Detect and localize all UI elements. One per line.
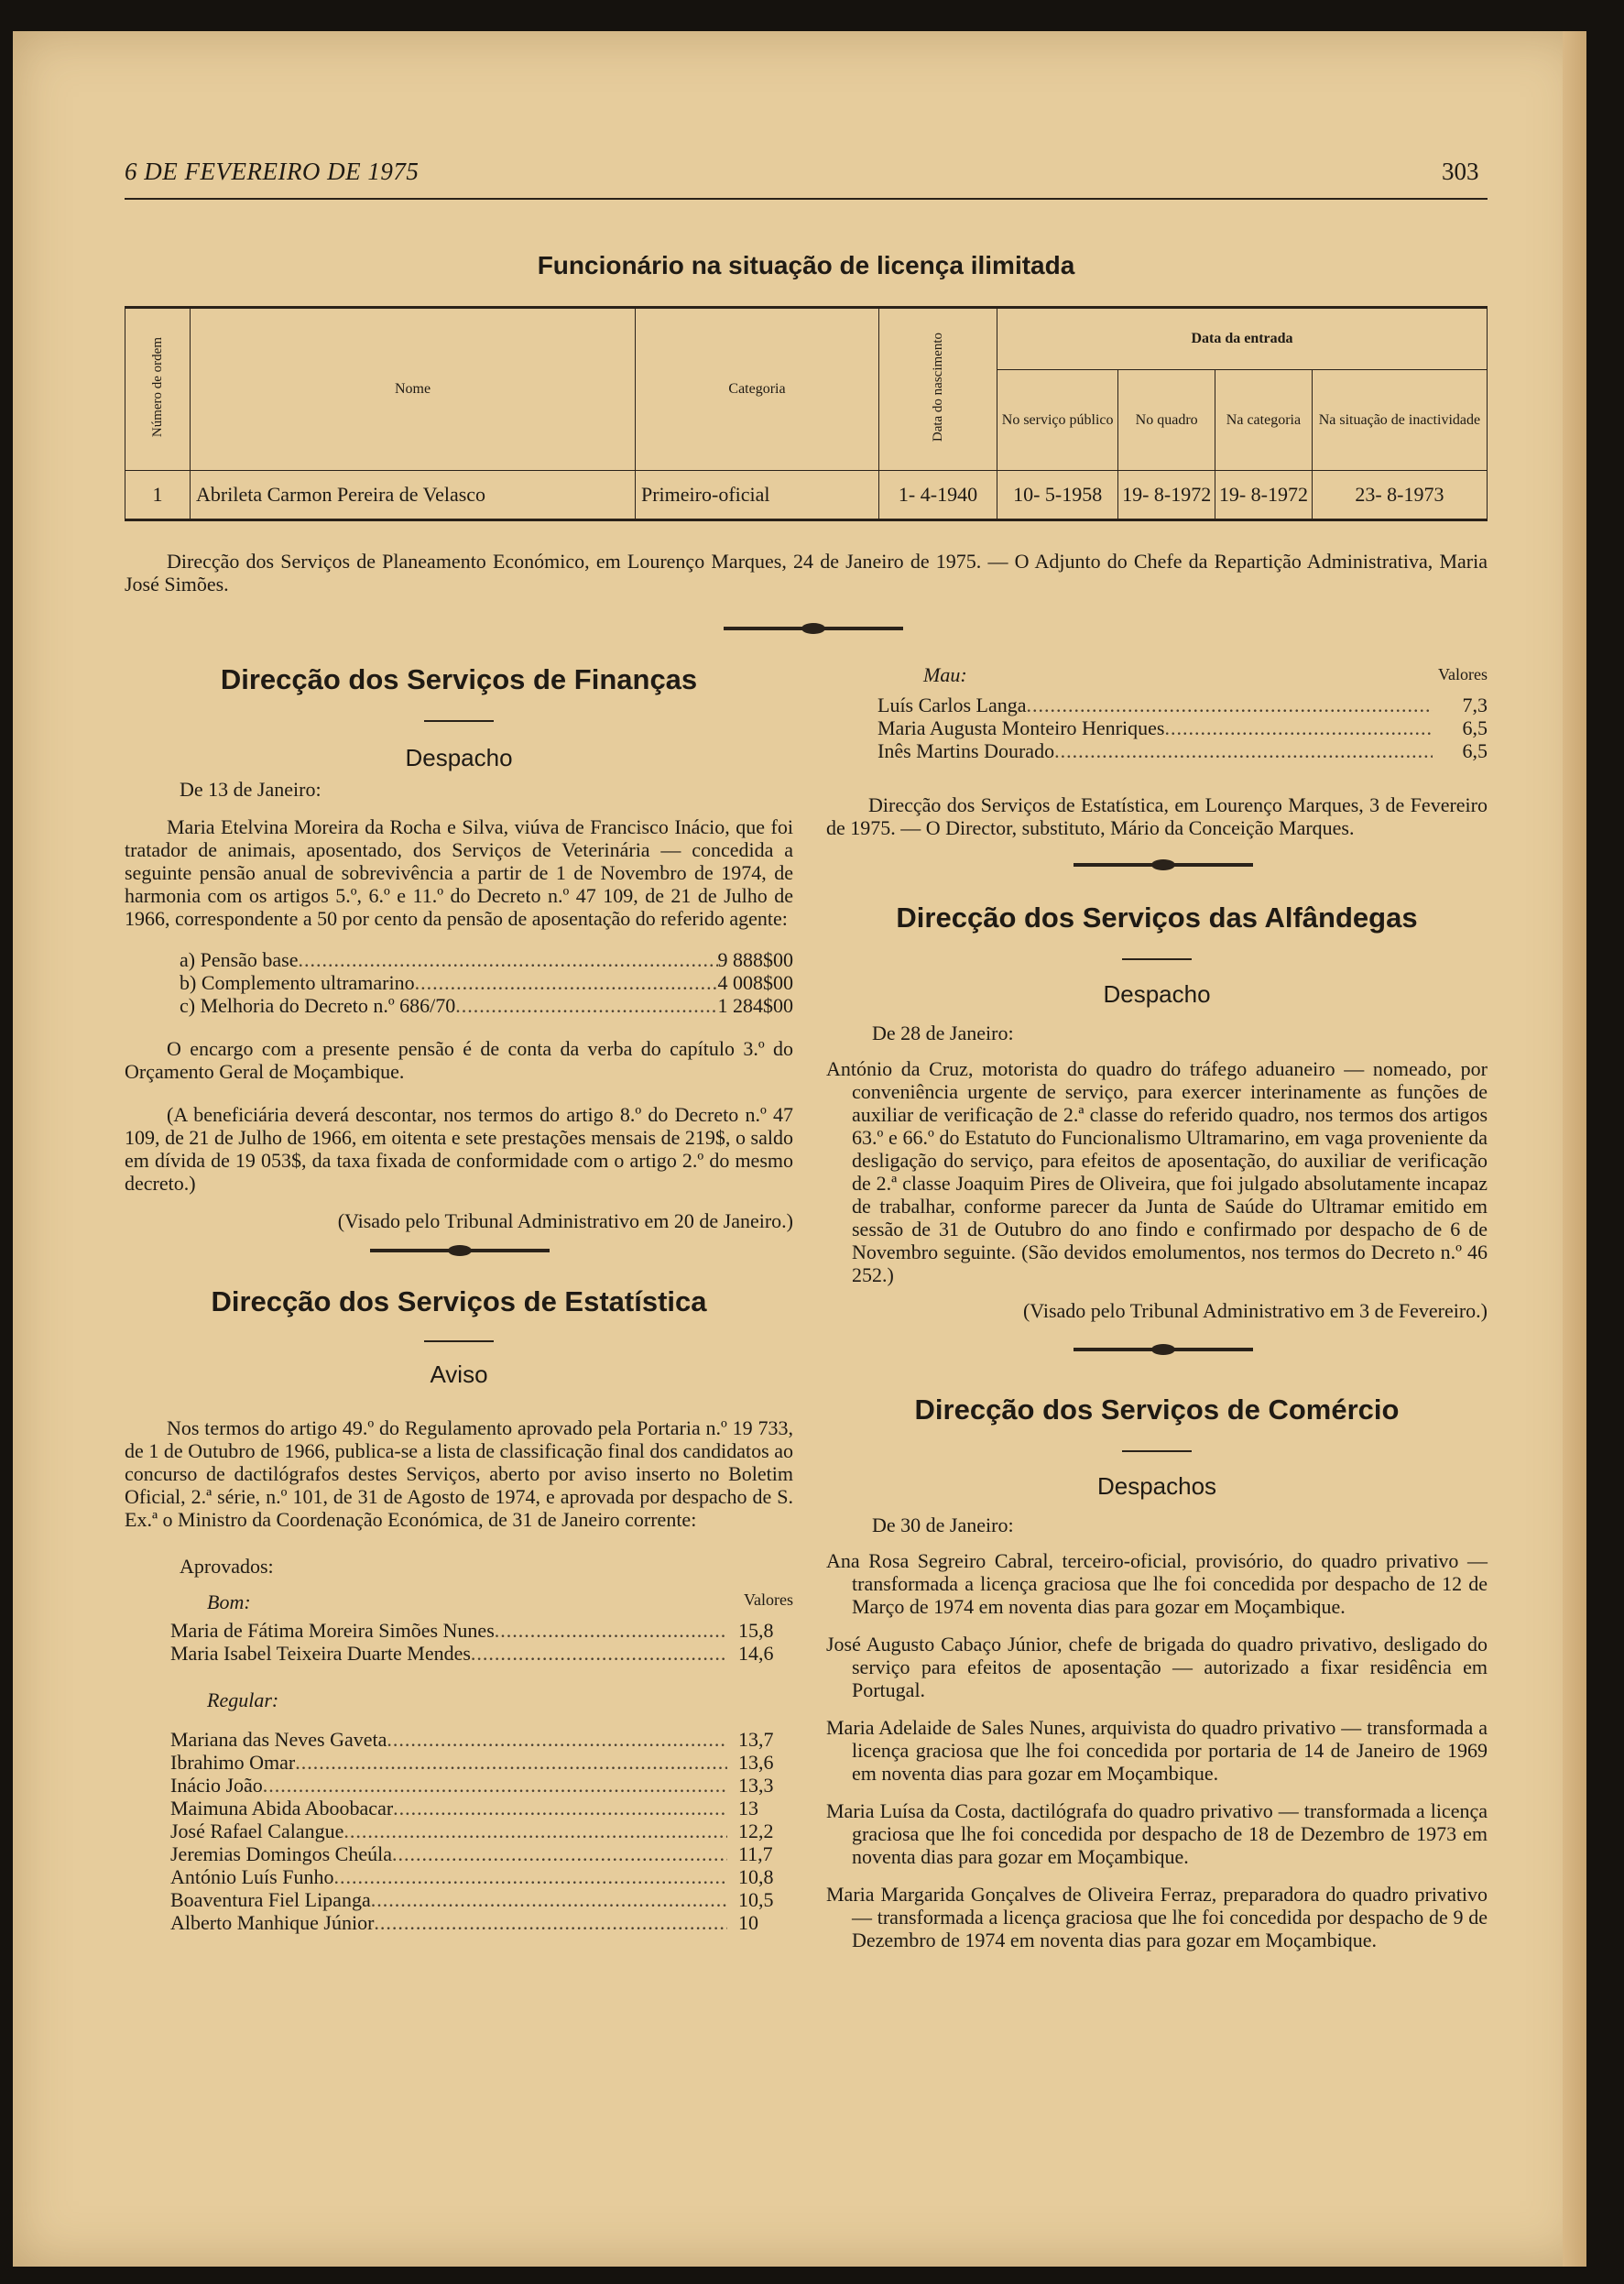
list-item: Alberto Manhique Júnior ..... 10 bbox=[170, 1911, 793, 1934]
ornament-divider bbox=[724, 627, 903, 630]
section-subtitle: Aviso bbox=[430, 1361, 488, 1388]
approved-label: Aprovados: bbox=[180, 1555, 274, 1578]
cell-order: 1 bbox=[125, 471, 191, 520]
short-rule bbox=[424, 720, 494, 722]
short-rule bbox=[424, 1340, 494, 1342]
values-label: Valores bbox=[744, 1590, 793, 1609]
list-item: Mariana das Neves Gaveta ..... 13,7 bbox=[170, 1728, 793, 1751]
list-item: Maria Luísa da Costa, dactilógrafa do quadro privativo — transformada a licença graciosa que lhe foi concedida por despacho de 18 de Dezembro de 1973 em noventa dias para gozar em Moçambique. bbox=[826, 1799, 1488, 1868]
ornament-divider bbox=[1074, 1348, 1253, 1351]
section-title-alfandegas: Direcção dos Serviços das Alfândegas bbox=[896, 902, 1418, 934]
alfandegas-body: António da Cruz, motorista do quadro do tráfego aduaneiro — nomeado, por conveniência urgente de serviço, para exercer interinamente as funções de auxiliar de verificação de 2.ª classe do referido quadro, nos termos dos artigos 63.º e 66.º do Estatuto do Funcionalismo Ultramarino, em vaga proveniente da desligação do serviço, para efeitos de aposentação, do auxiliar de verificação de 2.ª classe Joaquim Pires de Oliveira, que foi julgado absolutamente incapaz de trabalhar, conforme parecer da Junta de Saúde do Ultramar emitido em sessão de 31 de Outubro do ano findo e confirmado por despacho de 6 de Novembro seguinte. (São devidos emolumentos, nos termos do Decreto n.º 46 252.) bbox=[826, 1057, 1488, 1286]
regular-list bbox=[170, 1688, 793, 1934]
cell-public: 10- 5-1958 bbox=[997, 471, 1118, 520]
left-column bbox=[125, 663, 793, 1934]
section-subtitle: Despacho bbox=[405, 744, 513, 771]
header-date: 6 DE FEVEREIRO DE 1975 bbox=[125, 158, 420, 185]
financas-body: Maria Etelvina Moreira da Rocha e Silva, viúva de Francisco Inácio, que foi tratador de animais, aposentado, dos Serviços de Veterinária — concedida a seguinte pensão anual de sobrevivência a partir de 1 de Novembro de 1974, de harmonia com os artigos 5.º, 6.º e 11.º do Decreto n.º 47 109, de 21 de Julho de 1966, correspondente a 50 por cento da pensão de aposentação do referido agente: bbox=[125, 815, 793, 930]
section-title-financas: Direcção dos Serviços de Finanças bbox=[220, 663, 698, 695]
cell-category: Primeiro-oficial bbox=[636, 471, 879, 520]
list-item: José Rafael Calangue ..... 12,2 bbox=[170, 1820, 793, 1842]
financas-visado: (Visado pelo Tribunal Administrativo em 20 de Janeiro.) bbox=[337, 1209, 793, 1232]
bom-list bbox=[170, 1590, 793, 1665]
list-item: Boaventura Fiel Lipanga ..... 10,5 bbox=[170, 1888, 793, 1911]
list-item: b) Complemento ultramarino ..... 4 008$00 bbox=[180, 971, 793, 994]
cell-birth: 1- 4-1940 bbox=[879, 471, 997, 520]
cell-inactivity: 23- 8-1973 bbox=[1312, 471, 1487, 520]
col-entry-group: Data da entrada bbox=[997, 308, 1488, 370]
list-item: Ibrahimo Omar ..... 13,6 bbox=[170, 1751, 793, 1774]
list-item: Maria de Fátima Moreira Simões Nunes ..... 15,8 bbox=[170, 1619, 793, 1642]
list-item: a) Pensão base ..... 9 888$00 bbox=[180, 948, 793, 971]
col-board: No quadro bbox=[1118, 370, 1215, 471]
section-date: De 30 de Janeiro: bbox=[872, 1514, 1014, 1536]
values-label: Valores bbox=[1438, 665, 1488, 683]
list-item: Maria Margarida Gonçalves de Oliveira Ferraz, preparadora do quadro privativo — transformada a licença graciosa que lhe foi concedida por despacho de 9 de Dezembro de 1974 em noventa dias para gozar em Moçambique. bbox=[826, 1883, 1488, 1951]
list-item: c) Melhoria do Decreto n.º 686/70 ..... 1 284$00 bbox=[180, 994, 793, 1017]
gazette-page bbox=[13, 31, 1586, 2267]
right-column bbox=[826, 663, 1488, 1951]
col-birth: Data do nascimento bbox=[879, 308, 997, 471]
short-rule bbox=[1122, 1450, 1192, 1452]
short-rule bbox=[1122, 958, 1192, 960]
section-date: De 13 de Janeiro: bbox=[180, 778, 322, 801]
list-item: António Luís Funho ..... 10,8 bbox=[170, 1865, 793, 1888]
cell-category-entry: 19- 8-1972 bbox=[1215, 471, 1313, 520]
section-subtitle: Despacho bbox=[1103, 980, 1211, 1008]
list-item: Inácio João ..... 13,3 bbox=[170, 1774, 793, 1797]
table-footnote: Direcção dos Serviços de Planeamento Económico, em Lourenço Marques, 24 de Janeiro de 1975. — O Adjunto do Chefe da Repartição Administrativa, Maria José Simões. bbox=[125, 550, 1488, 596]
section-title-comercio: Direcção dos Serviços de Comércio bbox=[914, 1393, 1400, 1426]
list-item: Ana Rosa Segreiro Cabral, terceiro-oficial, provisório, do quadro privativo — transformada a licença graciosa que lhe foi concedida por despacho de 12 de Março de 1974 em noventa dias para gozar em Moçambique. bbox=[826, 1549, 1488, 1618]
header-rule bbox=[125, 198, 1488, 200]
list-item: Maimuna Abida Aboobacar ..... 13 bbox=[170, 1797, 793, 1820]
list-item: Jeremias Domingos Cheúla ..... 11,7 bbox=[170, 1842, 793, 1865]
financas-p3: (A beneficiária deverá descontar, nos termos do artigo 8.º do Decreto n.º 47 109, de 21 de Julho de 1966, em oitenta e sete prestações mensais de 219$, o saldo em dívida de 19 053$, da taxa fixada de conformidade com o artigo 2.º do mesmo decreto.) bbox=[125, 1103, 793, 1195]
ornament-divider bbox=[1074, 863, 1253, 867]
table-title: Funcionário na situação de licença ilimitada bbox=[537, 251, 1075, 279]
cell-name: Abrileta Carmon Pereira de Velasco bbox=[191, 471, 636, 520]
list-item: Maria Adelaide de Sales Nunes, arquivista do quadro privativo — transformada a licença graciosa que lhe foi concedida por portaria de 14 de Janeiro de 1969 em noventa dias para gozar em Moçambique. bbox=[826, 1716, 1488, 1785]
alfandegas-visado: (Visado pelo Tribunal Administrativo em 3 de Fevereiro.) bbox=[1022, 1299, 1488, 1322]
section-title-estatistica: Direcção dos Serviços de Estatística bbox=[211, 1285, 707, 1317]
list-item: Maria Augusta Monteiro Henriques ..... 6,5 bbox=[877, 716, 1488, 739]
pension-list bbox=[180, 948, 793, 1017]
bom-label: Bom: bbox=[207, 1590, 251, 1613]
mau-label: Mau: bbox=[923, 663, 967, 686]
financas-p2: O encargo com a presente pensão é de conta da verba do capítulo 3.º do Orçamento Geral de Moçambique. bbox=[125, 1037, 793, 1083]
mau-list bbox=[877, 663, 1488, 762]
table-row bbox=[125, 471, 1488, 520]
estatistica-body: Nos termos do artigo 49.º do Regulamento aprovado pela Portaria n.º 19 733, de 1 de Outubro de 1966, publica-se a lista de classificação final dos candidatos ao concurso de dactilógrafos destes Serviços, aberto por aviso inserto no Boletim Oficial, 2.ª série, n.º 101, de 31 de Agosto de 1974, e aprovada por despacho de S. Ex.ª o Ministro da Coordenação Económica, de 31 de Janeiro corrente: bbox=[125, 1416, 793, 1531]
col-category-entry: Na categoria bbox=[1215, 370, 1313, 471]
list-item: José Augusto Cabaço Júnior, chefe de brigada do quadro privativo, desligado do serviço para efeitos de aposentação — autorizado a fixar residência em Portugal. bbox=[826, 1633, 1488, 1701]
col-order: Número de ordem bbox=[125, 308, 191, 471]
col-public: No serviço público bbox=[997, 370, 1118, 471]
page-spine bbox=[1563, 31, 1586, 2267]
list-item: Luís Carlos Langa ..... 7,3 bbox=[877, 694, 1488, 716]
section-subtitle: Despachos bbox=[1096, 1472, 1217, 1500]
employee-table bbox=[125, 306, 1488, 521]
ornament-divider bbox=[370, 1249, 550, 1252]
section-date: De 28 de Janeiro: bbox=[872, 1022, 1014, 1044]
col-name: Nome bbox=[191, 308, 636, 471]
col-inactivity: Na situação de inactividade bbox=[1312, 370, 1487, 471]
list-item: Inês Martins Dourado ..... 6,5 bbox=[877, 739, 1488, 762]
col-category: Categoria bbox=[636, 308, 879, 471]
list-item: Maria Isabel Teixeira Duarte Mendes ..... 14,6 bbox=[170, 1642, 793, 1665]
regular-label: Regular: bbox=[207, 1688, 279, 1711]
cell-board: 19- 8-1972 bbox=[1118, 471, 1215, 520]
page-number: 303 bbox=[1442, 158, 1479, 185]
estatistica-signature: Direcção dos Serviços de Estatística, em Lourenço Marques, 3 de Fevereiro de 1975. — O Director, substituto, Mário da Conceição Marques. bbox=[826, 793, 1488, 839]
